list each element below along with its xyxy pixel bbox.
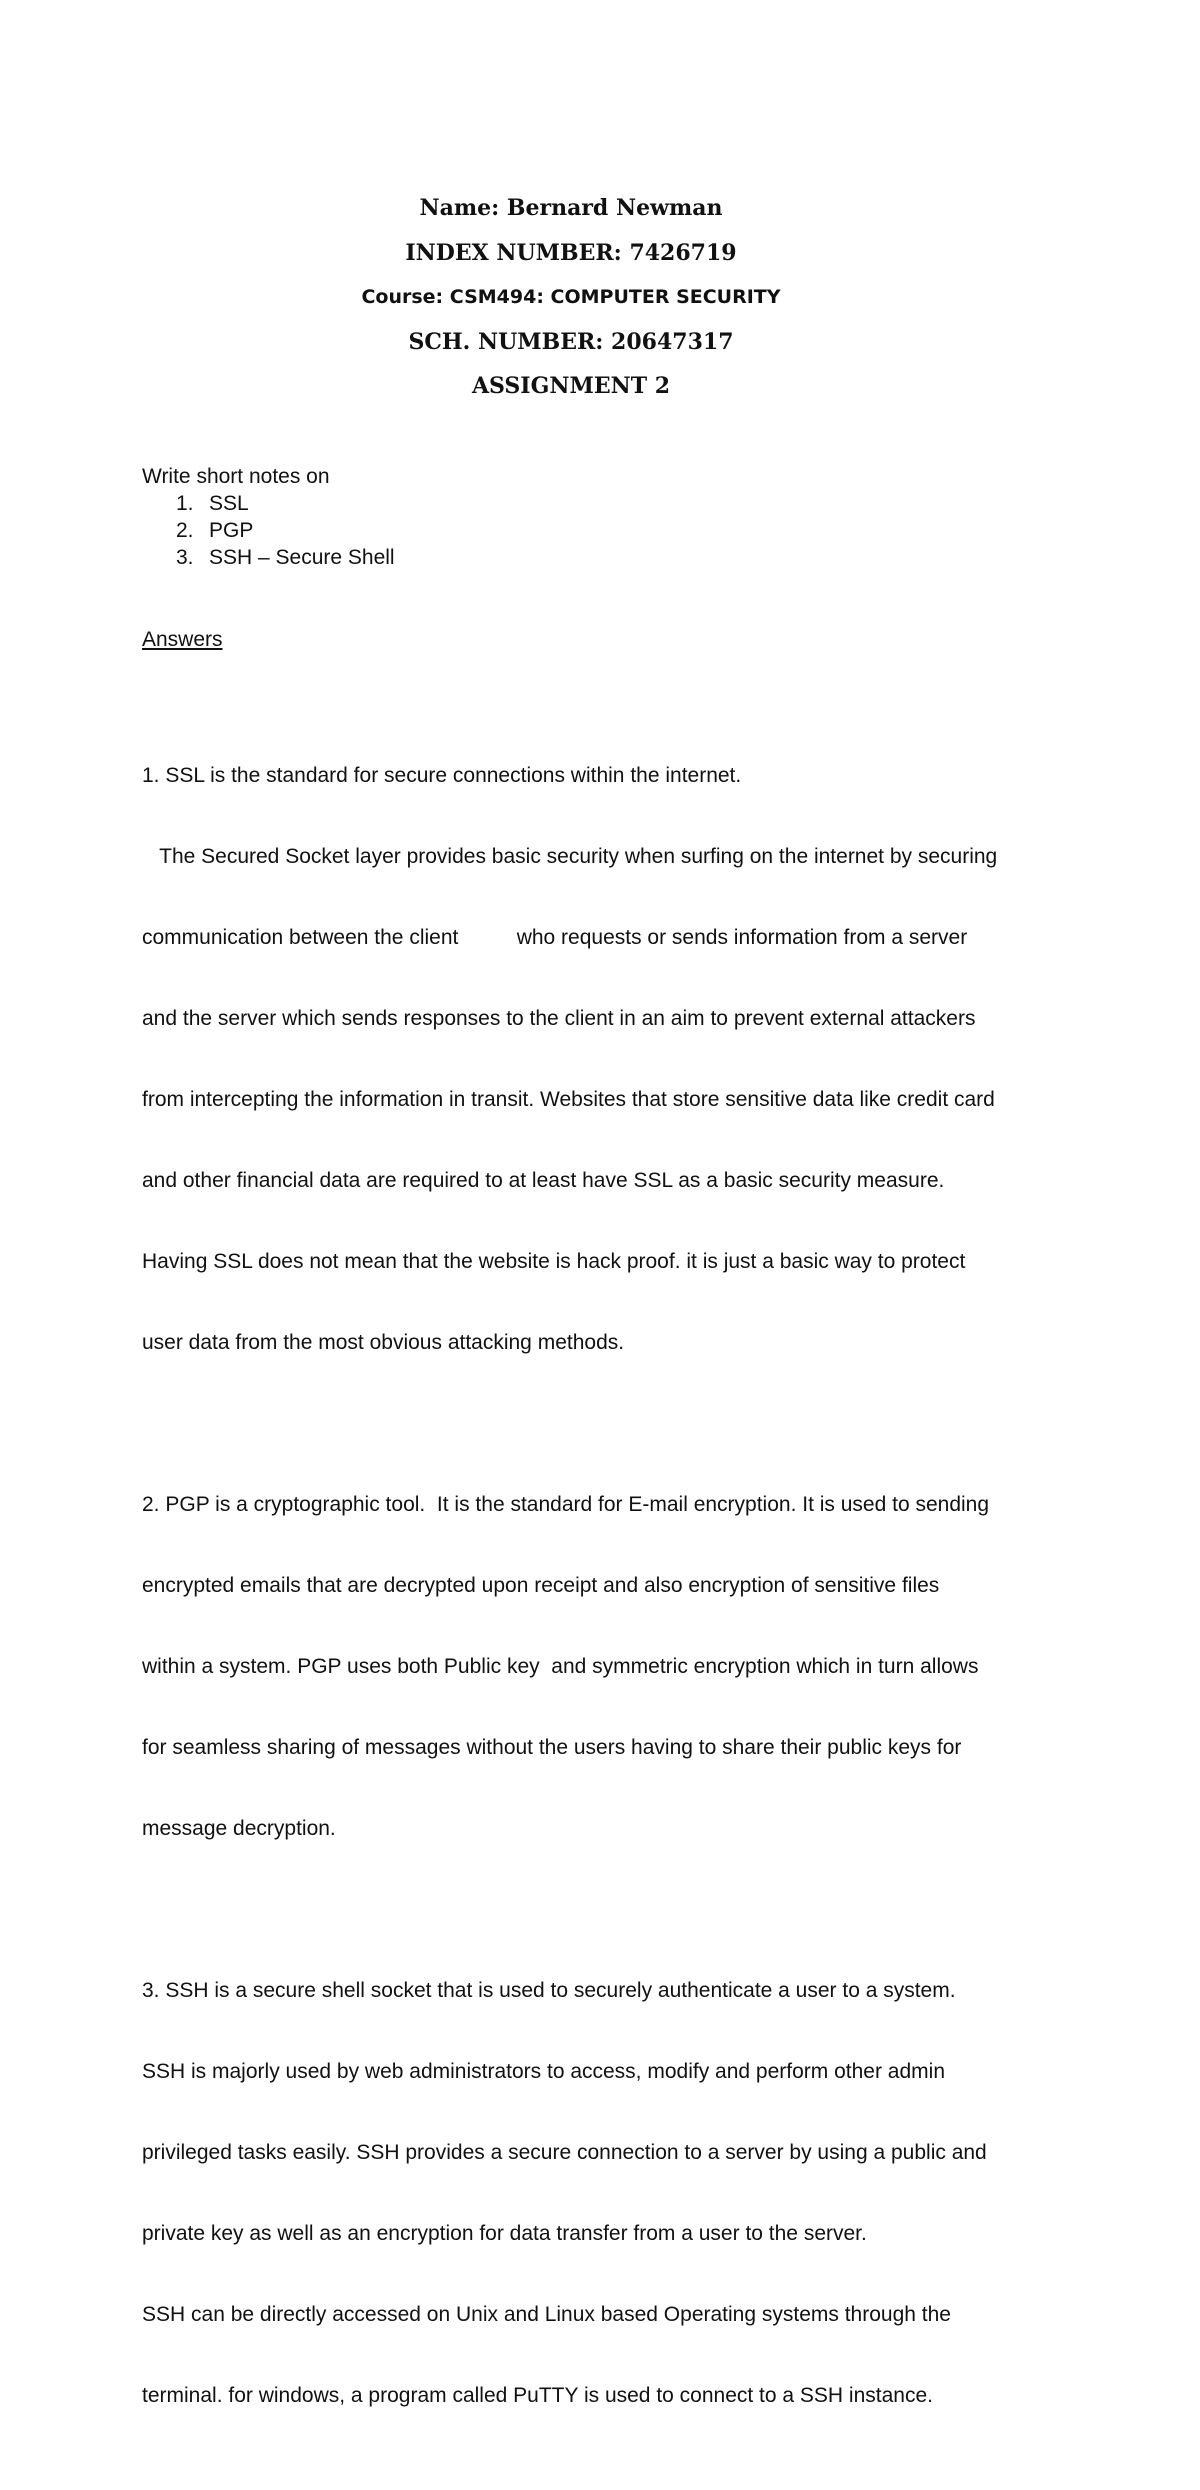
answer-line: message decryption. [142, 1817, 336, 1840]
answer-line: from intercepting the information in transit. Websites that store sensitive data like credit card [142, 1088, 995, 1111]
list-item-number: 2. [176, 519, 194, 542]
list-item-text: SSL [209, 492, 249, 515]
answer-line: for seamless sharing of messages without the users having to share their public keys for [142, 1736, 962, 1759]
answer-line: and the server which sends responses to the client in an aim to prevent external attackers [142, 1007, 976, 1030]
prompt-intro: Write short notes on [142, 465, 330, 488]
answer-line: encrypted emails that are decrypted upon receipt and also encryption of sensitive files [142, 1574, 940, 1597]
list-item-text: PGP [209, 519, 254, 542]
answer-ssl [142, 708, 1072, 1410]
answer-line: privileged tasks easily. SSH provides a secure connection to a server by using a public and [142, 2141, 987, 2164]
answers-section [142, 708, 1072, 2490]
answer-line: and other financial data are required to at least have SSL as a basic security measure. [142, 1169, 945, 1192]
answer-line: within a system. PGP uses both Public key and symmetric encryption which in turn allows [142, 1655, 979, 1678]
prompt-list [142, 490, 1072, 571]
index-number: INDEX NUMBER: 7426719 [405, 239, 737, 266]
list-item [142, 490, 1072, 517]
course-title: Course: CSM494: COMPUTER SECURITY [361, 286, 781, 308]
answer-line: The Secured Socket layer provides basic security when surfing on the internet by securing [142, 845, 998, 868]
list-item [142, 517, 1072, 544]
answer-line: Having SSL does not mean that the website is hack proof. it is just a basic way to protect [142, 1250, 966, 1273]
assignment-title: ASSIGNMENT 2 [471, 373, 671, 399]
list-item-text: SSH – Secure Shell [209, 546, 395, 569]
sch-number: SCH. NUMBER: 20647317 [408, 328, 734, 355]
answer-line: 3. SSH is a secure shell socket that is used to securely authenticate a user to a system. [142, 1979, 956, 2002]
list-item [142, 544, 1072, 571]
answer-line: 2. PGP is a cryptographic tool. It is the standard for E-mail encryption. It is used to sending [142, 1493, 990, 1516]
document-header [0, 186, 1142, 409]
answer-line: user data from the most obvious attacking methods. [142, 1331, 625, 1354]
list-item-number: 1. [176, 492, 194, 515]
answer-line: SSH can be directly accessed on Unix and Linux based Operating systems through the [142, 2303, 951, 2326]
assignment-prompt [142, 463, 1072, 571]
student-name: Name: Bernard Newman [419, 195, 723, 221]
answers-heading: Answers [142, 628, 223, 651]
answer-pgp [142, 1437, 1072, 1896]
answer-ssh [142, 1923, 1072, 2463]
answer-line: terminal. for windows, a program called PuTTY is used to connect to a SSH instance. [142, 2384, 933, 2407]
answer-line: SSH is majorly used by web administrators to access, modify and perform other admin [142, 2060, 945, 2083]
answer-line: communication between the client who requests or sends information from a server [142, 926, 968, 949]
answer-line: 1. SSL is the standard for secure connections within the internet. [142, 764, 742, 787]
list-item-number: 3. [176, 546, 194, 569]
answer-line: private key as well as an encryption for data transfer from a user to the server. [142, 2222, 867, 2245]
